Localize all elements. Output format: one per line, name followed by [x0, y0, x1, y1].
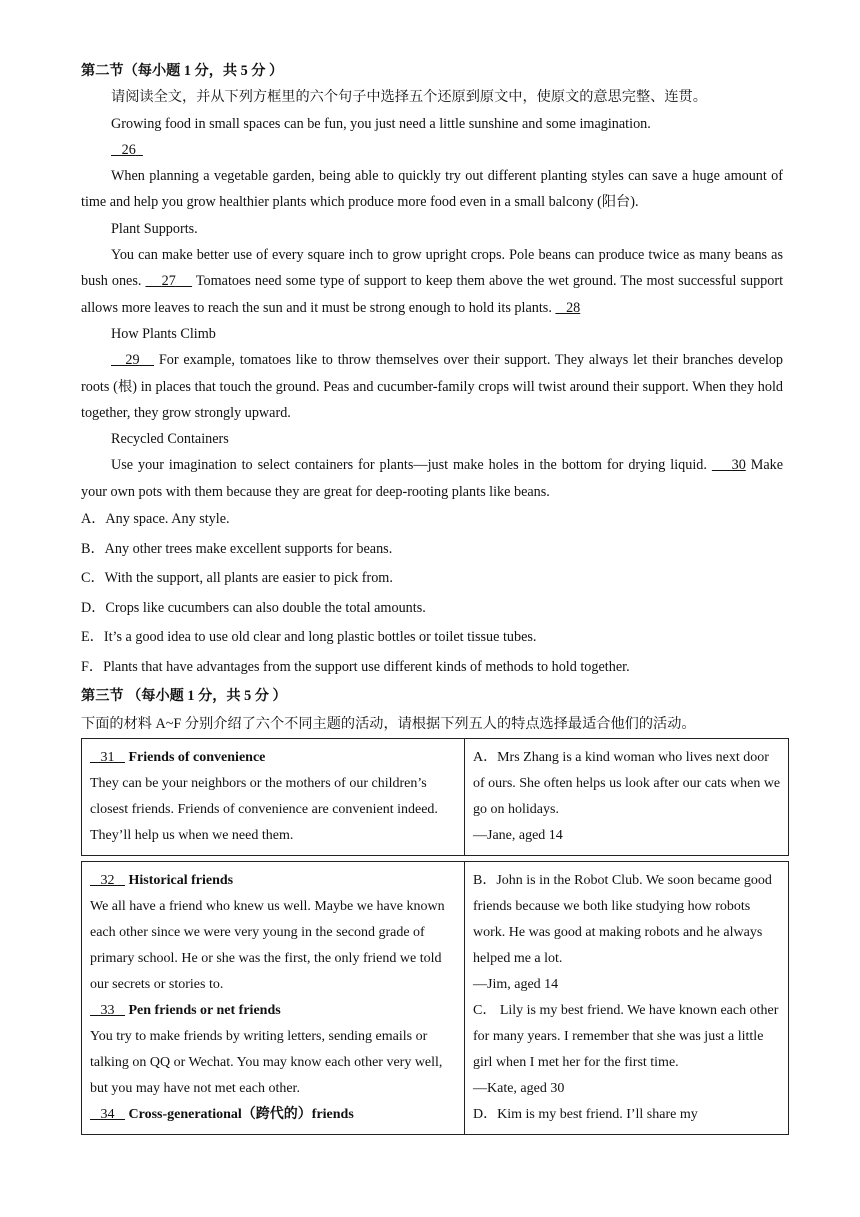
box1-right — [465, 739, 789, 856]
blank-29: 29 — [125, 352, 140, 369]
text-historical-friends: We all have a friend who knew us well. Maybe we have known each other since we were very young in the second grade of primary school. He or she was the first, the only friend we told our secrets or stories to. — [90, 899, 445, 993]
option-c: C．With the support, all plants are easier to pick from. — [81, 570, 393, 587]
option-e: E．It’s a good idea to use old clear and long plastic bottles or toilet tissue tubes. — [81, 629, 537, 646]
statement-a-signature: —Jane, aged 14 — [473, 828, 563, 844]
box1-title-line — [90, 745, 457, 771]
paragraph-planning: When planning a vegetable garden, being able to quickly try out different planting styles can save a huge amount of time and help you grow healthier plants which produce more food even in a small balcony (阳台). — [81, 168, 783, 211]
subheading-plant-supports: Plant Supports. — [111, 220, 198, 237]
section3-instruction: 下面的材料 A~F 分别介绍了六个不同主题的活动，请根据下列五人的特点选择最适合他们的活动。 — [81, 716, 696, 733]
blank-26-line — [81, 137, 783, 163]
option-d: D．Crops like cucumbers can also double the total amounts. — [81, 599, 426, 616]
text-pen-friends: You try to make friends by writing letters, sending emails or talking on QQ or Wechat. You may know each other very well, but you may have not met each other. — [90, 1029, 443, 1097]
box1-left — [82, 739, 465, 856]
box2-title-32-line — [90, 868, 457, 894]
subheading-how-plants-climb: How Plants Climb — [111, 325, 216, 342]
box2-title-33-line — [90, 998, 457, 1024]
exam-page — [81, 58, 783, 1135]
title-historical-friends: Historical friends — [128, 873, 234, 889]
blank-28: 28 — [566, 299, 581, 316]
box2-left — [82, 862, 465, 1135]
option-b: B．Any other trees make excellent supports for beans. — [81, 540, 393, 557]
paragraph-climb: 29 For example, tomatoes like to throw themselves over their support. They always let their branches develop roots (根) in places that touch the ground. Peas and cucumber-family crops will twist around their support. When they hold together, they grow strongly upward. — [81, 352, 784, 421]
section2-instruction: 请阅读全文，并从下列方框里的六个句子中选择五个还原到原文中，使原文的意思完整、连贯。 — [111, 89, 707, 106]
statement-c: C． Lily is my best friend. We have known each other for many years. I remember that she was just a little girl when I met her for the first time. — [473, 1003, 779, 1071]
statement-b: B．John is in the Robot Club. We soon became good friends because we both like studying how robots work. He was good at making robots and he always helped me a lot. — [473, 873, 772, 967]
box1-text: They can be your neighbors or the mothers of our children’s closest friends. Friends of convenience are convenient indeed. They’ll help us when we need them. — [90, 776, 438, 844]
option-a: A．Any space. Any style. — [81, 511, 230, 528]
section3-heading: 第三节 （每小题 1 分，共 5 分 ） — [81, 688, 287, 705]
blank-32: 32 — [100, 873, 115, 889]
section2-heading: 第二节（每小题 1 分，共 5 分 ） — [81, 63, 284, 79]
title-pen-friends: Pen friends or net friends — [128, 1003, 281, 1019]
box1-title: Friends of convenience — [128, 750, 266, 766]
statement-d: D．Kim is my best friend. I’ll share my — [473, 1107, 698, 1123]
blank-33: 33 — [100, 1003, 115, 1019]
paragraph-containers: Use your imagination to select containers for plants—just make holes in the bottom for drying liquid. 30 Make your own pots with them because they are great for deep-rooting plants like beans. — [81, 457, 784, 500]
box2-title-34-line — [90, 1102, 457, 1128]
matching-box-1 — [81, 738, 789, 856]
box2-right — [465, 862, 789, 1135]
option-f: F．Plants that have advantages from the support use different kinds of methods to hold together. — [81, 658, 630, 675]
statement-a: A．Mrs Zhang is a kind woman who lives next door of ours. She often helps us look after our cats when we go on holidays. — [473, 750, 781, 818]
title-cross-generational: Cross-generational（跨代的）friends — [128, 1107, 354, 1123]
statement-b-signature: —Jim, aged 14 — [473, 977, 559, 993]
matching-box-2 — [81, 861, 789, 1135]
blank-26: 26 — [121, 141, 136, 158]
statement-c-signature: —Kate, aged 30 — [473, 1081, 565, 1097]
blank-31: 31 — [100, 750, 115, 766]
blank-34: 34 — [100, 1107, 115, 1123]
blank-27: 27 — [161, 273, 176, 290]
paragraph-intro: Growing food in small spaces can be fun, you just need a little sunshine and some imagination. — [111, 115, 651, 132]
blank-30: 30 — [731, 457, 746, 474]
subheading-recycled-containers: Recycled Containers — [111, 431, 229, 448]
paragraph-supports: You can make better use of every square inch to grow upright crops. Pole beans can produce twice as many beans as bush ones. 27 Tomatoes need some type of support to keep them above the wet ground. The most successful support allows more leaves to reach the sun and it must be strong enough to hold its plants. 28 — [81, 247, 784, 316]
